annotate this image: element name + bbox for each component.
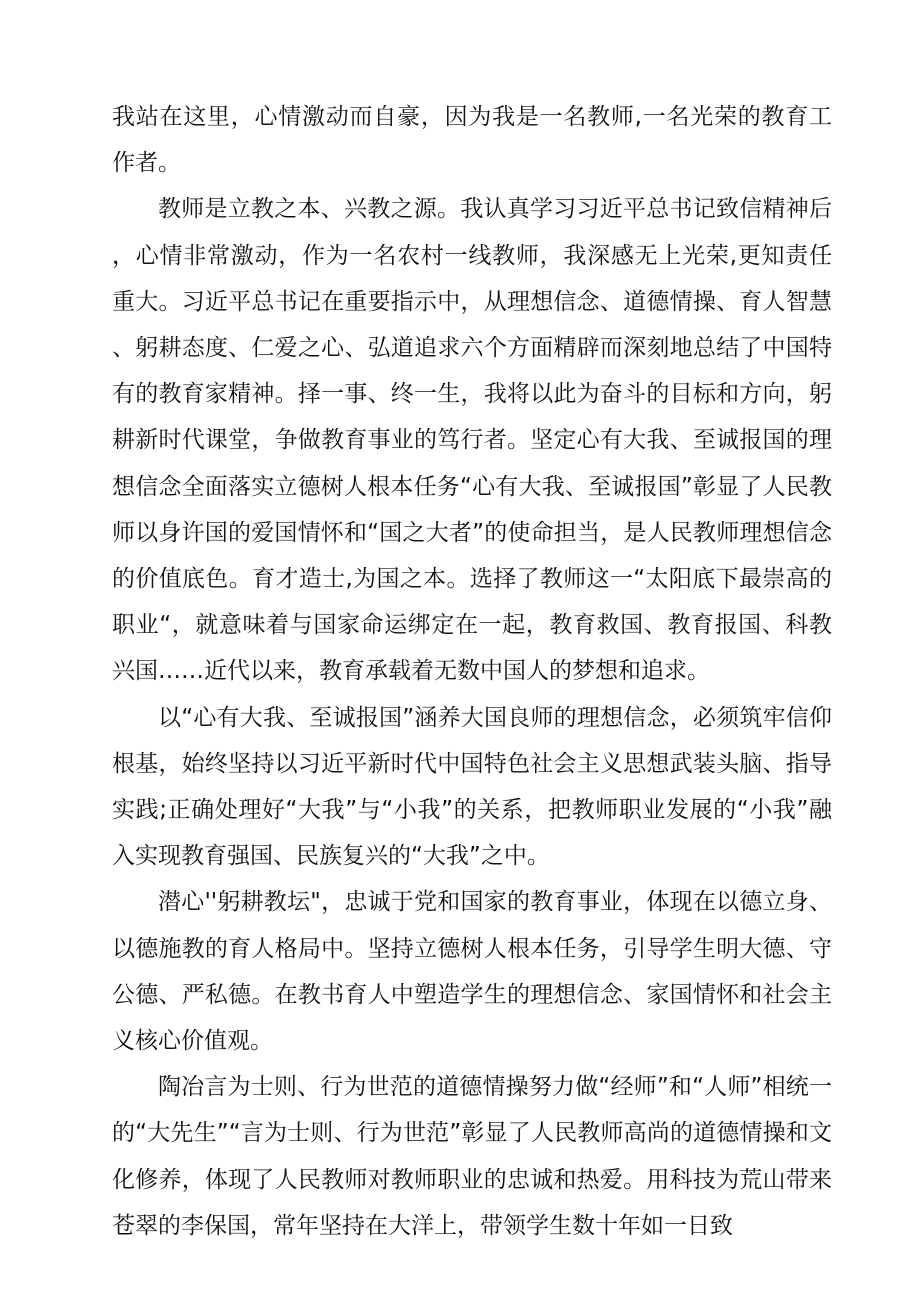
paragraph-2: 教师是立教之本、兴教之源。我认真学习习近平总书记致信精神后，心情非常激动，作为一名农村一线教师，我深感无上光荣,更知责任重大。习近平总书记在重要指示中，从理想信念、道德情操、育人智慧、躬耕态度、仁爱之心、弘道追求六个方面精辟而深刻地总结了中国特有的教育家精神。择一事、终一生，我将以此为奋斗的目标和方向，躬耕新时代课堂，争做教育事业的笃行者。坚定心有大我、至诚报国的理想信念全面落实立德树人根本任务“心有大我、至诚报国”彰显了人民教师以身许国的爱国情怀和“国之大者”的使命担当，是人民教师理想信念的价值底色。育才造士,为国之本。选择了教师这一“太阳底下最崇高的职业“，就意味着与国家命运绑定在一起，教育救国、教育报国、科教兴国……近代以来，教育承载着无数中国人的梦想和追求。 [112, 196, 832, 685]
document-body [112, 94, 832, 1249]
paragraph-4: 潜心''躬耕教坛"，忠诚于党和国家的教育事业，体现在以德立身、以德施教的育人格局中。坚持立德树人根本任务，引导学生明大德、守公德、严私德。在教书育人中塑造学生的理想信念、家国情怀和社会主义核心价值观。 [112, 889, 832, 1055]
paragraph-5: 陶冶言为士则、行为世范的道德情操努力做“经师”和“人师”相统一的“大先生”“言为士则、行为世范”彰显了人民教师高尚的道德情操和文化修养，体现了人民教师对教师职业的忠诚和热爱。用科技为荒山带来苍翠的李保国，常年坚持在大洋上，带领学生数十年如一日致 [112, 1074, 832, 1239]
paragraph-3: 以“心有大我、至诚报国”涵养大国良师的理想信念，必须筑牢信仰根基，始终坚持以习近平新时代中国特色社会主义思想武装头脑、指导实践;正确处理好“大我”与“小我”的关系，把教师职业发展的“小我”融入实现教育强国、民族复兴的“大我”之中。 [112, 704, 832, 870]
paragraph-1: 我站在这里，心情激动而自豪，因为我是一名教师,一名光荣的教育工作者。 [112, 104, 832, 177]
